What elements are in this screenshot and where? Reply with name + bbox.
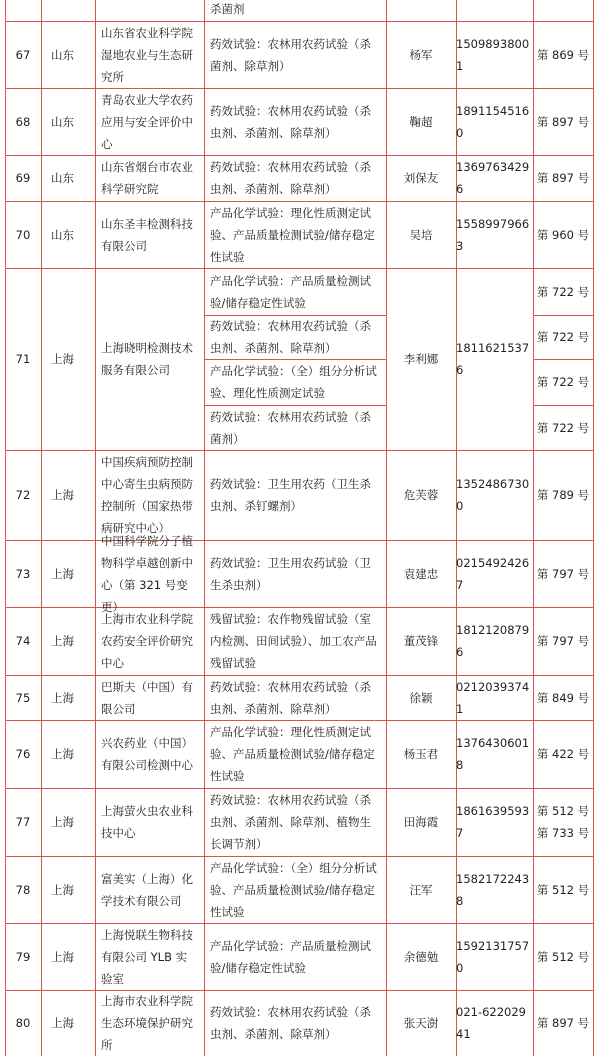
table-cell-item: 药效试验：农林用农药试验（杀菌剂） bbox=[210, 409, 371, 446]
table-cell-phone: 15821722438 bbox=[456, 871, 530, 908]
table-cell-reg: 第 797 号 bbox=[536, 566, 590, 581]
table-cell-org: 山东省农业科学院湿地农业与生态研究所 bbox=[101, 25, 193, 84]
table-cell-org: 兴农药业（中国）有限公司检测中心 bbox=[101, 736, 193, 772]
table-cell-phone: 18616395937 bbox=[456, 804, 530, 840]
table-cell-province: 山东 bbox=[51, 47, 74, 62]
table-cell-reg: 第 869 号 bbox=[536, 47, 590, 62]
table-cell-reg: 第 960 号 bbox=[536, 227, 590, 242]
table-cell-reg: 第 512 号 bbox=[536, 882, 590, 897]
table-cell-item: 药效试验：卫生用农药试验（卫生杀虫剂） bbox=[210, 555, 371, 592]
table-cell-item: 药效试验：卫生用农药（卫生杀虫剂、杀钉螺剂） bbox=[210, 477, 371, 513]
table-cell-no: 79 bbox=[15, 949, 31, 964]
column-divider bbox=[593, 0, 594, 1056]
table-cell-person: 刘保友 bbox=[403, 171, 439, 185]
lab-table bbox=[5, 0, 593, 1056]
table-cell-person: 危芙蓉 bbox=[403, 488, 439, 502]
table-cell-item: 药效试验：农林用农药试验（杀虫剂、杀菌剂、除草剂） bbox=[210, 319, 371, 355]
table-cell-person: 董茂锋 bbox=[403, 634, 439, 648]
table-cell-person: 余德勉 bbox=[403, 949, 439, 964]
table-cell-person: 杨玉君 bbox=[403, 747, 439, 761]
table-cell-reg: 第 722 号 bbox=[536, 375, 590, 389]
table-cell-item: 产品化学试验：产品质量检测试验/储存稳定性试验 bbox=[210, 273, 371, 310]
table-cell-org: 巴斯夫（中国）有限公司 bbox=[101, 679, 193, 716]
table-cell-no: 75 bbox=[15, 690, 31, 705]
table-cell-person: 田海霞 bbox=[403, 815, 439, 829]
table-cell-org: 中国科学院分子植物科学卓越创新中心（第 321 号变更） bbox=[101, 533, 193, 614]
table-cell-province: 上海 bbox=[51, 566, 74, 581]
table-cell-phone: 021-62202941 bbox=[456, 1005, 526, 1041]
table-cell-org: 山东圣丰检测科技有限公司 bbox=[101, 216, 193, 253]
table-cell-phone: 18911545160 bbox=[456, 103, 530, 140]
table-cell-reg: 第 897 号 bbox=[536, 114, 590, 129]
table-cell-no: 78 bbox=[15, 882, 31, 897]
table-cell-province: 上海 bbox=[51, 488, 74, 502]
table-cell-phone: 02120393741 bbox=[456, 679, 530, 716]
table-cell-province: 上海 bbox=[51, 747, 74, 761]
table-cell-org: 上海市农业科学院生态环境保护研究所 bbox=[101, 994, 193, 1052]
table-cell-province: 山东 bbox=[51, 227, 74, 242]
table-cell-phone: 18121208796 bbox=[456, 623, 530, 659]
table-cell-item: 产品化学试验：理化性质测定试验、产品质量检测试验/储存稳定性试验 bbox=[210, 725, 375, 783]
table-cell-item: 产品化学试验：（全）组分分析试验、理化性质测定试验 bbox=[210, 364, 377, 400]
table-cell-reg: 第 797 号 bbox=[536, 634, 590, 648]
table-cell-phone: 18116215376 bbox=[456, 341, 530, 377]
table-cell-org: 上海悦联生物科技有限公司 YLB 实验室 bbox=[101, 927, 193, 986]
table-cell-no: 72 bbox=[15, 488, 31, 502]
table-cell-province: 上海 bbox=[51, 1016, 74, 1030]
table-cell-province: 上海 bbox=[51, 352, 74, 366]
table-cell-phone: 15589979663 bbox=[456, 216, 530, 253]
table-cell-org: 山东省烟台市农业科学研究院 bbox=[101, 160, 193, 196]
table-cell-phone: 13524867300 bbox=[456, 477, 530, 513]
table-cell-person: 徐颖 bbox=[409, 690, 433, 705]
table-cell-person: 杨军 bbox=[409, 47, 433, 62]
table-cell-item: 药效试验：农林用农药试验（杀虫剂、杀菌剂、除草剂） bbox=[210, 103, 371, 140]
table-cell-no: 73 bbox=[15, 566, 31, 581]
table-cell-item: 药效试验：农林用农药试验（杀虫剂、杀菌剂、除草剂） bbox=[210, 679, 371, 716]
table-cell-no: 68 bbox=[15, 114, 31, 129]
table-cell-item: 药效试验：农林用农药试验（杀虫剂、杀菌剂、除草剂） bbox=[210, 160, 371, 196]
table-cell-item: 药效试验：农林用农药试验（杀虫剂、杀菌剂、除草剂） bbox=[210, 1005, 371, 1041]
table-cell-person: 袁建忠 bbox=[403, 566, 439, 581]
table-cell-no: 80 bbox=[15, 1016, 31, 1030]
table-cell-reg: 第 722 号 bbox=[536, 284, 590, 299]
table-cell-org: 上海晓明检测技术服务有限公司 bbox=[101, 341, 193, 377]
table-cell-person: 李利娜 bbox=[403, 352, 439, 366]
table-cell-item: 药效试验：农林用农药试验（杀菌剂、除草剂） bbox=[210, 36, 371, 73]
table-cell-no: 76 bbox=[15, 747, 31, 761]
table-cell-person: 鞠超 bbox=[409, 114, 433, 129]
table-cell-item: 产品化学试验：产品质量检测试验/储存稳定性试验 bbox=[210, 938, 371, 975]
table-cell-phone: 13697634296 bbox=[456, 160, 530, 196]
table-cell-no: 70 bbox=[15, 227, 31, 242]
table-cell-province: 上海 bbox=[51, 949, 74, 964]
table-cell-org: 上海萤火虫农业科技中心 bbox=[101, 804, 193, 840]
table-cell-no: 74 bbox=[15, 634, 31, 648]
table-cell-province: 上海 bbox=[51, 882, 74, 897]
table-cell-reg: 第 512 号 第 733 号 bbox=[536, 804, 590, 840]
table-cell-item: 产品化学试验：理化性质测定试验、产品质量检测试验/储存稳定性试验 bbox=[210, 205, 375, 264]
table-cell-province: 上海 bbox=[51, 815, 74, 829]
table-cell-reg: 第 897 号 bbox=[536, 1016, 590, 1030]
table-cell-item: 残留试验：农作物残留试验（室内检测、田间试验）、加工农产品残留试验 bbox=[210, 612, 377, 670]
table-cell-org: 富美实（上海）化学技术有限公司 bbox=[101, 871, 193, 908]
table-cell-province: 上海 bbox=[51, 634, 74, 648]
table-cell-reg: 第 849 号 bbox=[536, 690, 590, 705]
table-cell-item: 产品化学试验：（全）组分分析试验、产品质量检测试验/储存稳定性试验 bbox=[210, 860, 377, 919]
table-cell-person: 吴培 bbox=[409, 227, 433, 242]
table-cell-item: 杀菌剂 bbox=[210, 2, 245, 16]
table-cell-reg: 第 897 号 bbox=[536, 171, 590, 185]
table-cell-org: 上海市农业科学院农药安全评价研究中心 bbox=[101, 612, 193, 670]
table-cell-org: 中国疾病预防控制中心寄生虫病预防控制所（国家热带病研究中心） bbox=[101, 455, 193, 535]
table-cell-province: 上海 bbox=[51, 690, 74, 705]
table-cell-phone: 15921317570 bbox=[456, 938, 530, 975]
table-cell-org: 青岛农业大学农药应用与安全评价中心 bbox=[101, 92, 193, 151]
table-cell-no: 77 bbox=[15, 815, 31, 829]
table-cell-reg: 第 722 号 bbox=[536, 420, 590, 435]
table-cell-province: 山东 bbox=[51, 114, 74, 129]
table-cell-phone: 15098938001 bbox=[456, 36, 530, 73]
table-cell-person: 张天澍 bbox=[403, 1016, 439, 1030]
table-cell-person: 汪军 bbox=[409, 882, 433, 897]
table-cell-reg: 第 789 号 bbox=[536, 488, 590, 502]
table-cell-reg: 第 422 号 bbox=[536, 747, 590, 761]
table-cell-no: 67 bbox=[15, 47, 31, 62]
table-cell-phone: 13764306018 bbox=[456, 736, 530, 772]
table-cell-no: 69 bbox=[15, 171, 31, 185]
table-cell-province: 山东 bbox=[51, 171, 74, 185]
table-cell-item: 药效试验：农林用农药试验（杀虫剂、杀菌剂、除草剂、植物生长调节剂） bbox=[210, 793, 371, 851]
table-cell-no: 71 bbox=[15, 352, 31, 366]
table-cell-reg: 第 722 号 bbox=[536, 330, 590, 344]
table-cell-phone: 02154924267 bbox=[456, 555, 530, 592]
table-cell-reg: 第 512 号 bbox=[536, 949, 590, 964]
